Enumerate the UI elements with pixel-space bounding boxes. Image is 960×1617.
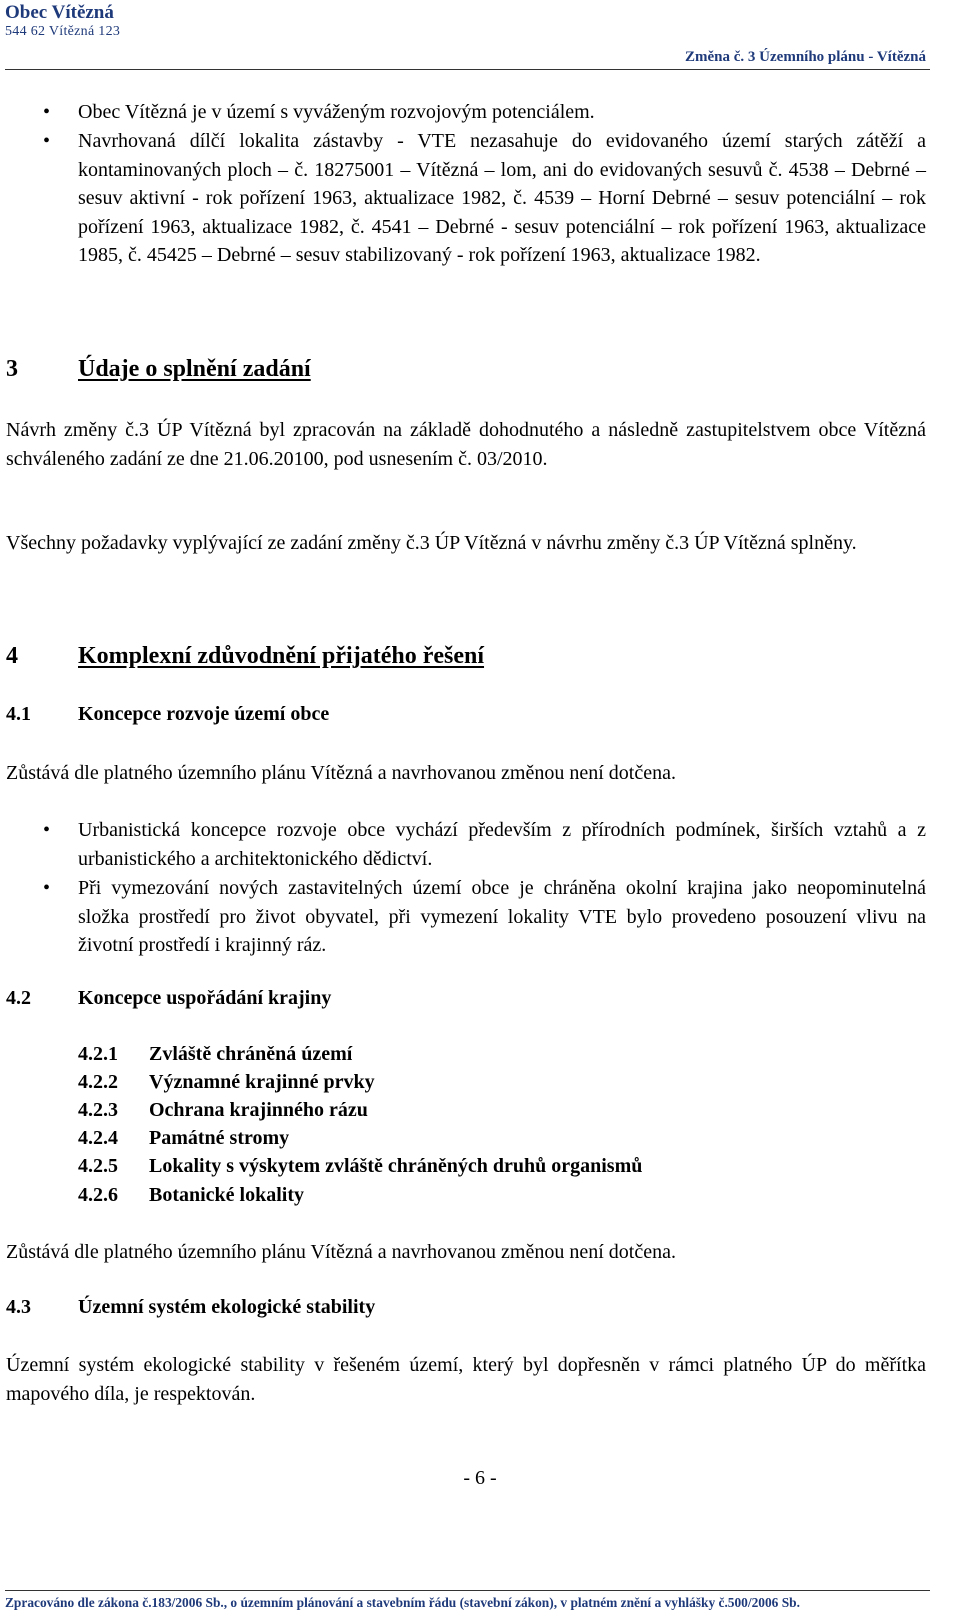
page-number: - 6 - [463, 1467, 497, 1489]
footer-divider [5, 1590, 930, 1591]
subsubsection-title: Památné stromy [149, 1127, 290, 1149]
header-doc-title: Změna č. 3 Územního plánu - Vítězná [685, 49, 926, 65]
footer-text: Zpracováno dle zákona č.183/2006 Sb., o územním plánování a stavebním řádu (stavební zákon), v platném znění a vyhlášky č.500/2006 Sb. [5, 1595, 800, 1610]
subsection-number: 4.1 [6, 703, 31, 725]
subsection-title: Koncepce uspořádání krajiny [78, 987, 332, 1009]
subsubsection-title: Botanické lokality [149, 1184, 305, 1206]
subsubsection-number: 4.2.6 [78, 1184, 118, 1206]
subsubsection-title: Ochrana krajinného rázu [149, 1099, 368, 1121]
subsubsection-title: Významné krajinné prvky [149, 1071, 375, 1093]
paragraph: Všechny požadavky vyplývající ze zadání změny č.3 ÚP Vítězná v návrhu změny č.3 ÚP Vítězná splněny. [6, 532, 857, 554]
paragraph: Územní systém ekologické stability v řešeném území, který byl dopřesněn v rámci platného ÚP do měřítka mapového díla, je respektován. [6, 1354, 926, 1405]
subsubsection-number: 4.2.3 [78, 1099, 118, 1121]
paragraph: Zůstává dle platného územního plánu Vítězná a navrhovanou změnou není dotčena. [6, 762, 676, 784]
subsubsection-number: 4.2.4 [78, 1127, 118, 1149]
list-item: • Navrhovaná dílčí lokalita zástavby - VTE nezasahuje do evidovaného území starých zátěží a kontaminovaných ploch – č. 18275001 – Vítězná – lom, ani do evidovaných sesuvů č. 4538 – Debrné – sesuv aktivní - rok pořízení 1963, aktualizace 1982, č. 4539 – Horní Debrné – sesuv potenciální – rok pořízení 1963, aktualizace 1982, č. 4541 – Debrné - sesuv potenciální – rok pořízení 1963, aktualizace 1985, č. 45425 – Debrné – sesuv stabilizovaný - rok pořízení 1963, aktualizace 1982. [78, 127, 926, 270]
header-org-name: Obec Vítězná [5, 2, 114, 23]
subsection-number: 4.2 [6, 987, 31, 1009]
subsection-title: Koncepce rozvoje území obce [78, 703, 330, 725]
list-item: • Při vymezování nových zastavitelných území obce je chráněna okolní krajina jako neopominutelná složka prostředí pro život obyvatel, při vymezení lokality VTE bylo provedeno posouzení vlivu na životní prostředí i krajinný ráz. [78, 874, 926, 960]
subsubsection-number: 4.2.1 [78, 1043, 118, 1065]
subsubsection-title: Lokality s výskytem zvláště chráněných druhů organismů [149, 1155, 643, 1177]
subsubsection-title: Zvláště chráněná území [149, 1043, 353, 1065]
paragraph: Zůstává dle platného územního plánu Vítězná a navrhovanou změnou není dotčena. [6, 1241, 676, 1263]
section-title: Komplexní zdůvodnění přijatého řešení [78, 643, 485, 669]
subsubsection-number: 4.2.5 [78, 1155, 118, 1177]
section-title: Údaje o splnění zadání [78, 356, 311, 382]
list-item: • Obec Vítězná je v území s vyváženým rozvojovým potenciálem. [78, 98, 926, 127]
section-number: 4 [6, 643, 18, 669]
paragraph: Návrh změny č.3 ÚP Vítězná byl zpracován na základě dohodnutého a následně zastupitelstvem obce Vítězná schváleného zadání ze dne 21.06.20100, pod usnesením č. 03/2010. [6, 419, 926, 470]
header-address: 544 62 Vítězná 123 [5, 24, 121, 39]
subsection-title: Územní systém ekologické stability [78, 1296, 376, 1318]
header-divider [5, 69, 930, 70]
subsubsection-number: 4.2.2 [78, 1071, 118, 1093]
subsection-number: 4.3 [6, 1296, 31, 1318]
list-item: • Urbanistická koncepce rozvoje obce vychází především z přírodních podmínek, širších vztahů a z urbanistického a architektonického dědictví. [78, 816, 926, 873]
section-number: 3 [6, 356, 18, 382]
